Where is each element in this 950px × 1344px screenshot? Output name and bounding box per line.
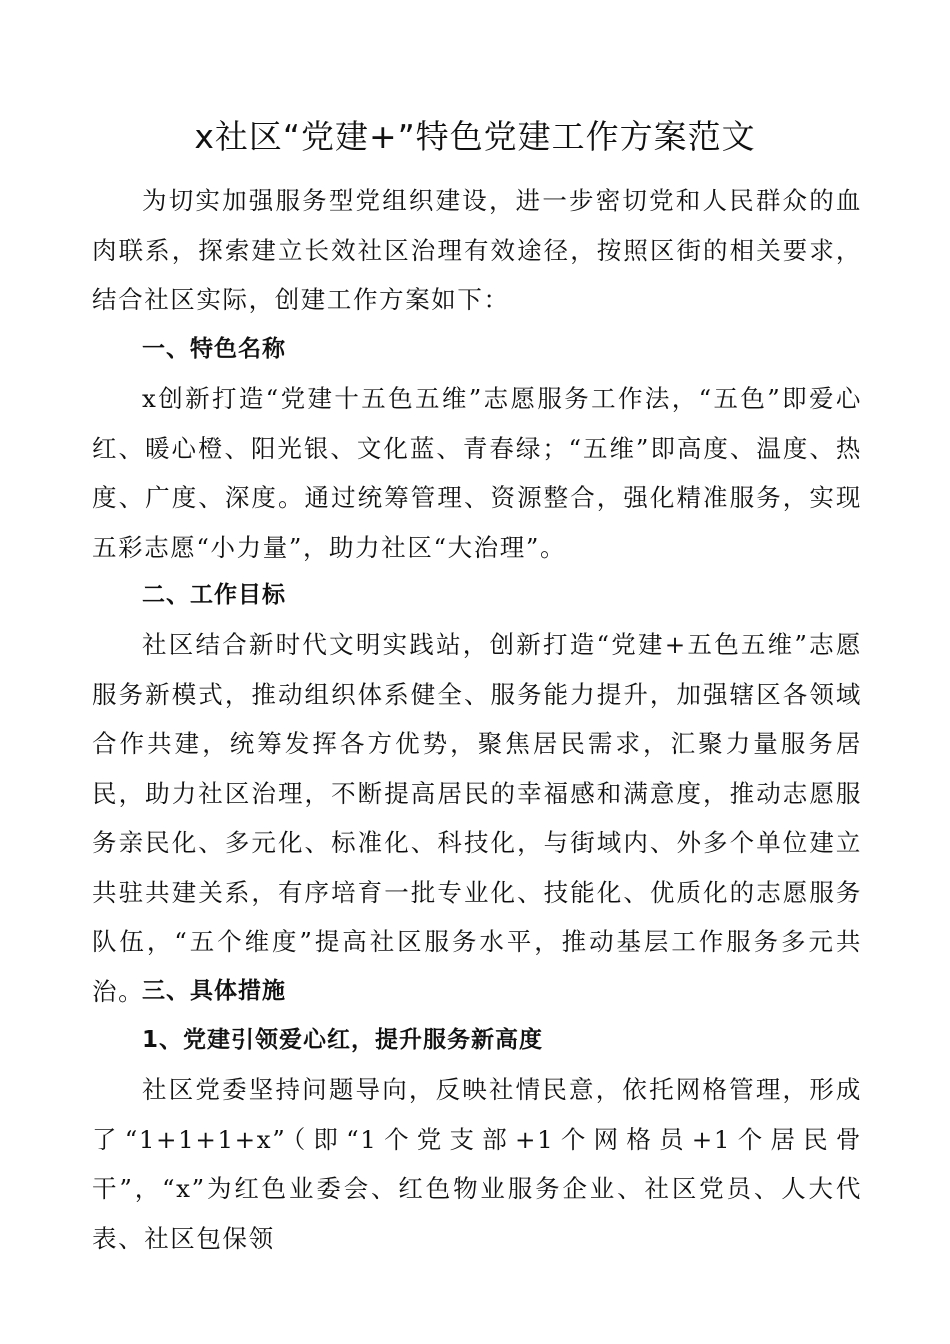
subsection-heading-1: 1、党建引领爱心红，提升服务新高度 (142, 1027, 544, 1053)
section-heading-1: 一、特色名称 (142, 336, 286, 362)
intro-paragraph: 为切实加强服务型党组织建设，进一步密切党和人民群众的血肉联系，探索建立长效社区治理有效途径，按照区街的相关要求，结合社区实际，创建工作方案如下： (92, 186, 862, 314)
section-2-paragraph: 社区结合新时代文明实践站，创新打造“党建+五色五维”志愿服务新模式，推动组织体系健全、服务能力提升，加强辖区各领域合作共建，统筹发挥各方优势，聚焦居民需求，汇聚力量服务居民，助力社区治理，不断提高居民的幸福感和满意度，推动志愿服务亲民化、多元化、标准化、科技化，与街域内、外多个单位建立共驻共建关系，有序培育一批专业化、技能化、优质化的志愿服务队伍，“五个维度”提高社区服务水平，推动基层工作服务多元共治。 (92, 630, 862, 1006)
section-heading-2: 二、工作目标 (142, 582, 286, 608)
section-heading-3: 三、具体措施 (142, 978, 286, 1004)
section-1-paragraph: x创新打造“党建十五色五维”志愿服务工作法，“五色”即爱心红、暖心橙、阳光银、文化蓝、青春绿；“五维”即高度、温度、热度、广度、深度。通过统筹管理、资源整合，强化精准服务，实现五彩志愿“小力量”，助力社区“大治理”。 (92, 384, 862, 562)
document-title: x社区“党建+”特色党建工作方案范文 (194, 117, 756, 156)
subsection-1-paragraph: 社区党委坚持问题导向，反映社情民意，依托网格管理，形成了“1+1+1+x”（即“1个党支部+1个网格员+1个居民骨干”，“x”为红色业委会、红色物业服务企业、社区党员、人大代表、社区包保领 (92, 1075, 862, 1253)
